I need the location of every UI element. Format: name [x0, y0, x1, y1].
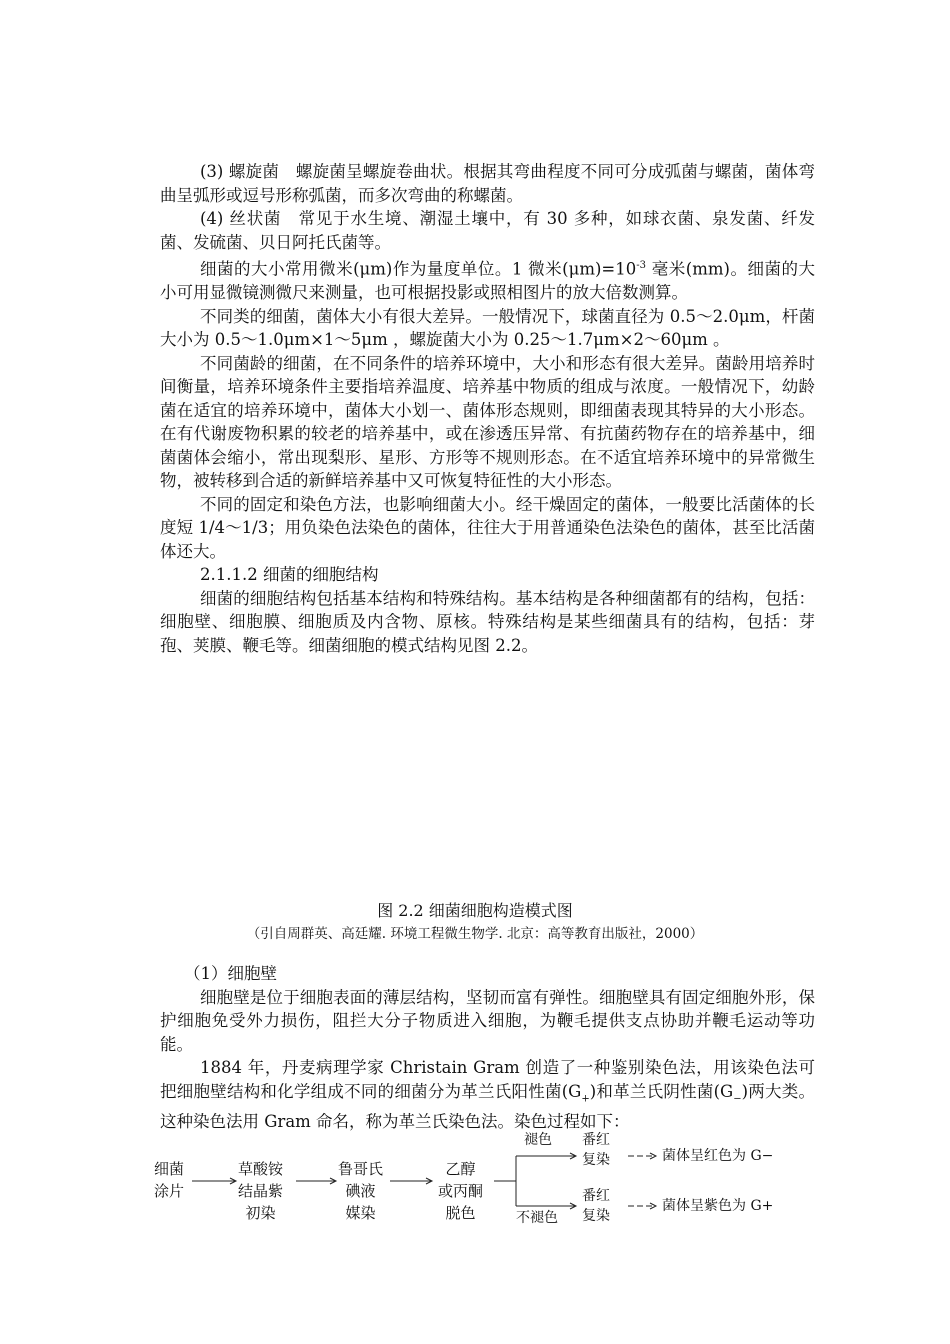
- counterstain-top: [582, 1130, 610, 1170]
- paragraph-filamentous-bacteria: (4) 丝状菌 常见于水生境、潮湿土壤中，有 30 多种，如球衣菌、泉发菌、纤发菌、发硫菌、贝日阿托氏菌等。: [160, 209, 815, 252]
- branch-label-decolorized: 褪色: [524, 1132, 552, 1148]
- flow-step-decolorize: [438, 1158, 483, 1224]
- flow-step-crystal-violet: [238, 1158, 283, 1224]
- flow-step-crystal-violet-line3: 初染: [245, 1204, 276, 1222]
- paragraph-size-differences: 不同类的细菌，菌体大小有很大差异。一般情况下，球菌直径为 0.5～2.0μm，杆菌大小为 0.5～1.0μm×1～5μm ，螺旋菌大小为 0.25～1.7μm×2～60μm 。: [160, 306, 815, 349]
- paragraph-staining-effects: 不同的固定和染色方法，也影响细菌大小。经干燥固定的菌体，一般要比活菌体的长度短 1/4～1/3；用负染色法染色的菌体，往往大于用普通染色法染色的菌体，甚至比活菌体还大。: [160, 494, 815, 561]
- flow-step-decolorize-line1: 乙醇: [445, 1160, 476, 1178]
- section-heading-cell-structure: 2.1.1.2 细菌的细胞结构: [200, 565, 379, 584]
- flow-step-crystal-violet-line1: 草酸铵: [238, 1160, 284, 1178]
- result-gram-positive: 菌体呈紫色为 G+: [662, 1198, 774, 1214]
- flow-step-iodine-line1: 鲁哥氏: [338, 1160, 384, 1178]
- counterstain-bottom-line2: 复染: [582, 1208, 610, 1224]
- flow-step-smear: [154, 1158, 184, 1202]
- body-text: [160, 160, 815, 657]
- counterstain-bottom-line1: 番红: [582, 1188, 610, 1204]
- cell-wall-heading: （1）细胞壁: [184, 964, 277, 983]
- flow-step-smear-line1: 细菌: [154, 1160, 185, 1178]
- flow-step-iodine: [338, 1158, 383, 1224]
- gram-stain-flowchart: [150, 1128, 830, 1238]
- result-gram-negative: 菌体呈红色为 G−: [662, 1148, 774, 1164]
- counterstain-bottom: [582, 1186, 610, 1226]
- flow-step-crystal-violet-line2: 结晶紫: [238, 1182, 284, 1200]
- flow-step-iodine-line2: 碘液: [345, 1182, 376, 1200]
- flow-step-smear-line2: 涂片: [154, 1182, 185, 1200]
- figure-placeholder: [160, 690, 815, 890]
- paragraph-spiral-bacteria: (3) 螺旋菌 螺旋菌呈螺旋卷曲状。根据其弯曲程度不同可分成弧菌与螺菌，菌体弯曲呈弧形或逗号形称弧菌，而多次弯曲的称螺菌。: [160, 162, 815, 205]
- paragraph-age-effects: 不同菌龄的细菌，在不同条件的培养环境中，大小和形态有很大差异。菌龄用培养时间衡量，培养环境条件主要指培养温度、培养基中物质的组成与浓度。一般情况下，幼龄菌在适宜的培养环境中，菌体大小划一、菌体形态规则，即细菌表现其特异的大小形态。在有代谢废物积累的较老的培养基中，或在渗透压异常、有抗菌药物存在的培养基中，细菌菌体会缩小，常出现梨形、星形、方形等不规则形态。在不适宜培养环境中的异常微生物，被转移到合适的新鲜培养基中又可恢复特征性的大小形态。: [160, 353, 815, 490]
- figure-source: （引自周群英、高廷耀. 环境工程微生物学. 北京：高等教育出版社，2000）: [246, 926, 704, 942]
- cell-wall-section: [160, 962, 815, 1134]
- flow-step-decolorize-line3: 脱色: [445, 1204, 476, 1222]
- cell-wall-paragraph: 细胞壁是位于细胞表面的薄层结构，坚韧而富有弹性。细胞壁具有固定细胞外形，保护细胞免受外力损伤，阻拦大分子物质进入细胞，为鞭毛提供支点协助并鞭毛运动等功能。: [160, 987, 815, 1054]
- flow-step-iodine-line3: 媒染: [345, 1204, 376, 1222]
- counterstain-top-line2: 复染: [582, 1152, 610, 1168]
- counterstain-top-line1: 番红: [582, 1132, 610, 1148]
- figure-caption: 图 2.2 细菌细胞构造模式图: [377, 901, 573, 920]
- branch-label-not-decolorized: 不褪色: [516, 1210, 558, 1226]
- paragraph-size-units: 细菌的大小常用微米(μm)作为量度单位。1 微米$(\mu m)=10^{-3}$ 毫米(mm)。细菌的大小可用显微镜测微尺来测量，也可根据投影或照相图片的放大倍数测算。: [160, 259, 815, 302]
- flow-step-decolorize-line2: 或丙酮: [438, 1182, 484, 1200]
- paragraph-cell-structure: 细菌的细胞结构包括基本结构和特殊结构。基本结构是各种细菌都有的结构，包括：细胞壁、细胞膜、细胞质及内含物、原核。特殊结构是某些细菌具有的结构，包括：芽孢、荚膜、鞭毛等。细菌细胞的模式结构见图 2.2。: [160, 588, 815, 655]
- gram-stain-paragraph: 1884 年，丹麦病理学家 Christain Gram 创造了一种鉴别染色法，用该染色法可把细胞壁结构和化学组成不同的细菌分为革兰氏阳性菌$(G_+)$和革兰氏阴性菌$(G_-)$两大类。这种染色法用 Gram 命名，称为革兰氏染色法。染色过程如下：: [160, 1058, 816, 1132]
